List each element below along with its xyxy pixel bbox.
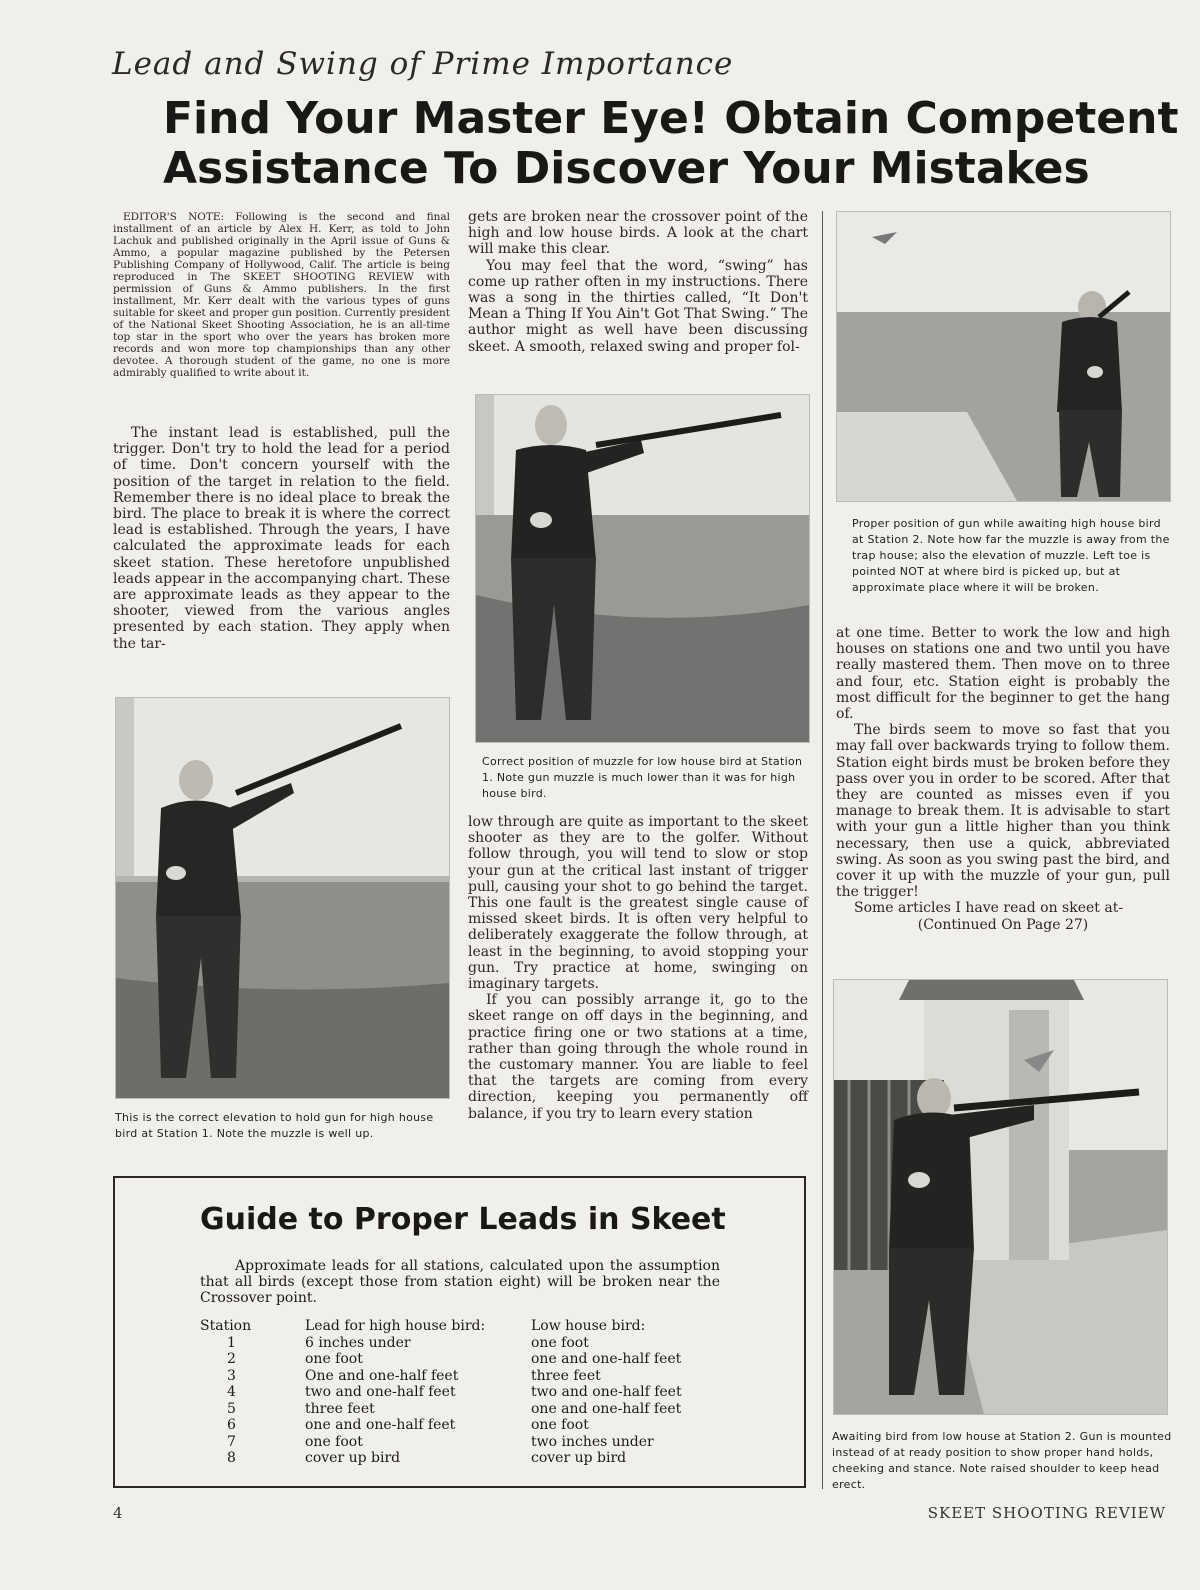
station-column [200,1318,280,1467]
page-number: 4 [113,1504,123,1522]
caption-photo-1: This is the correct elevation to hold gun for high house bird at Station 1. Note the muzzle is well up. [115,1111,434,1140]
low-house-cell: one foot [531,1417,589,1433]
headline-line-2: Assistance To Discover Your Mistakes [163,143,1090,194]
low-house-cell: one foot [531,1334,589,1351]
station-cell: 5 [227,1400,236,1417]
leads-guide-box [113,1176,806,1488]
high-house-column [305,1318,525,1467]
guide-intro: Approximate leads for all stations, calculated upon the assumption that all birds (except those from station eight) will be broken near the Crossover point. [200,1258,720,1306]
high-house-cell: one and one-half feet [305,1417,456,1433]
station-cell: 6 [227,1417,236,1433]
high-house-cell: one foot [305,1433,363,1450]
caption-photo-3: Proper position of gun while awaiting high house bird at Station 2. Note how far the muzzle is away from the trap house; also the elevation of muzzle. Left toe is pointed NOT at where bird is picked up, but at approximate place where it will be broken. [852,517,1170,594]
low-house-header: Low house bird: [531,1318,646,1334]
column-2-paragraph: If you can possibly arrange it, go to the skeet range on off days in the beginning, and practice firing one or two stations at a time, rather than going through the whole round in the customary manner. You are liable to feel that the targets are coming from every direction, keeping you permanently off balance, if you try to learn every station [468,992,808,1122]
low-house-cell: one and one-half feet [531,1400,682,1417]
high-house-cell: One and one-half feet [305,1367,459,1384]
column-3-paragraph: The birds seem to move so fast that you may fall over backwards trying to follow them. Station eight birds must be broken before they pass over you in order to be scored. After that they are counted as misses even if you manage to break them. It is advisable to start with your gun a little higher than you think necessary, then use a quick, abbreviated swing. As soon as you swing past the bird, and cover it up with the muzzle of your gun, pull the trigger! [836,722,1170,901]
station-cell: 7 [227,1433,236,1450]
station-cell: 8 [227,1450,236,1466]
kicker: Lead and Swing of Prime Importance [112,46,734,82]
station-cell: 3 [227,1367,236,1384]
low-house-column [531,1318,731,1467]
column-2-text-bottom [468,814,808,1122]
high-house-cell: cover up bird [305,1450,401,1466]
high-house-cell: one foot [305,1351,363,1367]
low-house-cell: two inches under [531,1433,654,1450]
low-house-cell: cover up bird [531,1450,627,1466]
caption-photo-4: Awaiting bird from low house at Station 2. Gun is mounted instead of at ready position to show proper hand holds, cheeking and stance. Note raised shoulder to keep head erect. [832,1430,1172,1491]
guide-title: Guide to Proper Leads in Skeet [200,1202,726,1237]
column-2-text-top [468,209,808,355]
column-1-text [113,425,450,652]
column-1-paragraph: The instant lead is established, pull the trigger. Don't try to hold the lead for a period of time. Don't concern yourself with the position of the target in relation to the field. Remember there is no ideal place to break the bird. The place to break it is where the correct lead is established. Through the years, I have calculated the approximate leads for each skeet station. These heretofore unpublished leads appear in the accompanying chart. These are approximate leads as they appear to the shooter, viewed from the various angles presented by each station. They apply when the tar- [113,425,450,652]
photo-low-house-station-1 [475,394,810,743]
low-house-cell: two and one-half feet [531,1384,682,1400]
headline [163,93,1179,194]
column-2-paragraph: You may feel that the word, “swing” has come up rather often in my instructions. There was a song in the thirties called, “It Don't Mean a Thing If You Ain't Got That Swing.” The author might as well have been discussing skeet. A smooth, relaxed swing and proper fol- [468,257,808,355]
headline-line-1: Find Your Master Eye! Obtain Competent [163,93,1179,144]
column-2-paragraph: low through are quite as important to the skeet shooter as they are to the golfer. Without follow through, you will tend to slow or stop your gun at the critical last instant of trigger pull, causing your shot to go behind the target. This one fault is the greatest single cause of missed skeet birds. It is often very helpful to deliberately exaggerate the follow through, at least in the beginning, to avoid stopping your gun. Try practice at home, swinging on imaginary targets. [468,814,808,993]
station-cell: 1 [227,1334,236,1351]
station-cell: 4 [227,1384,236,1400]
photo-low-house-station-2 [833,979,1168,1415]
publication-name: SKEET SHOOTING REVIEW [927,1504,1166,1522]
caption-photo-2: Correct position of muzzle for low house bird at Station 1. Note gun muzzle is much lower than it was for high house bird. [482,755,803,800]
continued-note: (Continued On Page 27) [917,916,1089,933]
column-3-paragraph: Some articles I have read on skeet at- [854,900,1124,917]
column-divider [822,211,823,1489]
photo-high-house-station-2 [836,211,1171,502]
station-cell: 2 [227,1351,236,1367]
high-house-cell: 6 inches under [305,1334,411,1351]
high-house-header: Lead for high house bird: [305,1318,486,1334]
low-house-cell: one and one-half feet [531,1351,682,1367]
high-house-cell: two and one-half feet [305,1384,456,1400]
low-house-cell: three feet [531,1367,601,1384]
column-3-text [836,625,1170,933]
editor-note: EDITOR'S NOTE: Following is the second and final installment of an article by Alex H. Kerr, as told to John Lachuk and published originally in the April issue of Guns & Ammo, a popular magazine published by the Petersen Publishing Company of Hollywood, Calif. The article is being reproduced in The SKEET SHOOTING REVIEW with permission of Guns & Ammo publishers. In the first installment, Mr. Kerr dealt with the various types of guns suitable for skeet and proper gun position. Currently president of the National Skeet Shooting Association, he is an all-time top star in the sport who over the years has broken more records and won more top championships than any other devotee. A thorough student of the game, no one is more admirably qualified to write about it. [113,211,450,379]
photo-high-house-station-1 [115,697,450,1099]
column-3-paragraph: at one time. Better to work the low and high houses on stations one and two until you have really mastered them. Then move on to three and four, etc. Station eight is probably the most difficult for the beginner to get the hang of. [836,625,1170,723]
high-house-cell: three feet [305,1400,375,1417]
station-header: Station [200,1318,252,1334]
column-2-paragraph: gets are broken near the crossover point of the high and low house birds. A look at the chart will make this clear. [468,209,808,258]
